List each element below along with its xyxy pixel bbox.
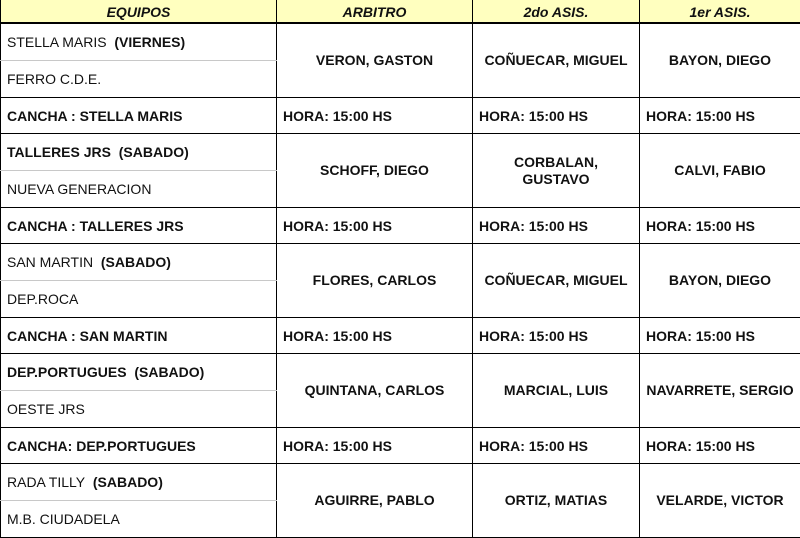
home-team-name: SAN MARTIN [7, 254, 93, 270]
home-team-name: RADA TILLY [7, 474, 85, 490]
home-team-cell [1, 23, 277, 61]
cancha-cell: CANCHA : TALLERES JRS [1, 208, 277, 244]
hora-cell: HORA: 15:00 HS [277, 208, 473, 244]
match-row-home [1, 134, 800, 171]
asis2-cell: COÑUECAR, MIGUEL [473, 23, 640, 98]
match-day: (SABADO) [101, 254, 171, 270]
asis2-cell: MARCIAL, LUIS [473, 354, 640, 428]
away-team-cell: DEP.ROCA [1, 281, 277, 318]
hora-cell: HORA: 15:00 HS [640, 98, 800, 134]
asis1-cell: BAYON, DIEGO [640, 23, 800, 98]
asis1-cell: BAYON, DIEGO [640, 244, 800, 318]
home-team-cell [1, 464, 277, 501]
home-team-name: DEP.PORTUGUES [7, 364, 127, 380]
hora-cell: HORA: 15:00 HS [640, 208, 800, 244]
header-row [1, 0, 800, 23]
referee-cell: VERON, GASTON [277, 23, 473, 98]
hora-cell: HORA: 15:00 HS [473, 318, 640, 354]
match-row-cancha [1, 208, 800, 244]
asis1-cell: VELARDE, VICTOR [640, 464, 800, 538]
cancha-cell: CANCHA : STELLA MARIS [1, 98, 277, 134]
asis1-cell: CALVI, FABIO [640, 134, 800, 208]
match-day: (SABADO) [93, 474, 163, 490]
home-team-name: STELLA MARIS [7, 34, 107, 50]
hora-cell: HORA: 15:00 HS [277, 428, 473, 464]
asis1-cell: NAVARRETE, SERGIO [640, 354, 800, 428]
header-arbitro: ARBITRO [277, 0, 473, 23]
match-day: (VIERNES) [114, 34, 185, 50]
referee-cell: FLORES, CARLOS [277, 244, 473, 318]
match-row-cancha [1, 428, 800, 464]
match-row-home [1, 244, 800, 281]
header-1er-asis: 1er ASIS. [640, 0, 800, 23]
home-team-cell [1, 244, 277, 281]
match-row-home [1, 23, 800, 61]
schedule-body [1, 23, 800, 538]
match-day: (SABADO) [119, 144, 189, 160]
hora-cell: HORA: 15:00 HS [640, 428, 800, 464]
hora-cell: HORA: 15:00 HS [473, 208, 640, 244]
hora-cell: HORA: 15:00 HS [277, 98, 473, 134]
match-row-cancha [1, 98, 800, 134]
asis2-cell: CORBALAN, GUSTAVO [473, 134, 640, 208]
hora-cell: HORA: 15:00 HS [277, 318, 473, 354]
match-day: (SABADO) [134, 364, 204, 380]
home-team-name: TALLERES JRS [7, 144, 111, 160]
header-equipos: EQUIPOS [1, 0, 277, 23]
match-row-home [1, 354, 800, 391]
hora-cell: HORA: 15:00 HS [640, 318, 800, 354]
hora-cell: HORA: 15:00 HS [473, 98, 640, 134]
cancha-cell: CANCHA: DEP.PORTUGUES [1, 428, 277, 464]
home-team-cell [1, 134, 277, 171]
header-2do-asis: 2do ASIS. [473, 0, 640, 23]
referee-cell: QUINTANA, CARLOS [277, 354, 473, 428]
away-team-cell: M.B. CIUDADELA [1, 501, 277, 538]
match-row-home [1, 464, 800, 501]
home-team-cell [1, 354, 277, 391]
cancha-cell: CANCHA : SAN MARTIN [1, 318, 277, 354]
away-team-cell: NUEVA GENERACION [1, 171, 277, 208]
match-row-cancha [1, 318, 800, 354]
away-team-cell: FERRO C.D.E. [1, 61, 277, 98]
asis2-cell: COÑUECAR, MIGUEL [473, 244, 640, 318]
asis2-cell: ORTIZ, MATIAS [473, 464, 640, 538]
away-team-cell: OESTE JRS [1, 391, 277, 428]
referee-cell: AGUIRRE, PABLO [277, 464, 473, 538]
hora-cell: HORA: 15:00 HS [473, 428, 640, 464]
referee-cell: SCHOFF, DIEGO [277, 134, 473, 208]
